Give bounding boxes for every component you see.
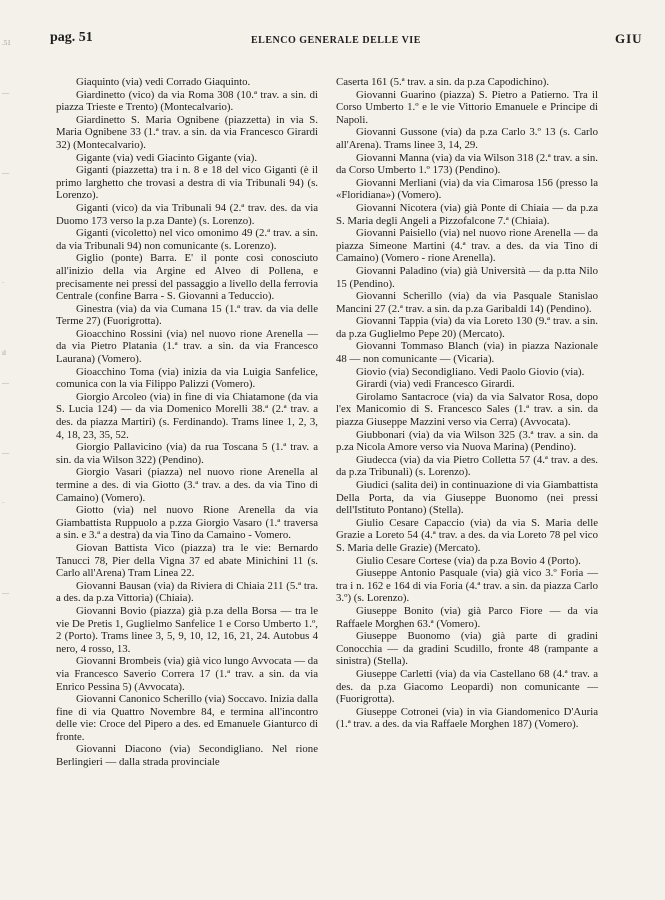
street-entry: Giovio (via) Secondigliano. Vedi Paolo Giovio (via).	[356, 365, 585, 378]
street-entry: Giudecca (via) da via Pietro Colletta 57 (4.ª trav. a des. da p.za Tribunali) (s. Lorenzo).	[336, 453, 598, 479]
street-entry: Giuseppe Carletti (via) da via Castellano 68 (4.ª trav. a des. da p.za Giacomo Leopardi) non comunicante — (Fuorigrotta).	[336, 667, 598, 706]
page-header	[50, 28, 665, 54]
street-entry: Giorgio Pallavicino (via) da rua Toscana 5 (1.ª trav. a sin. da via Wilson 322) (Pendino).	[56, 441, 318, 466]
street-entry: Giorgio Vasari (piazza) nel nuovo rione Arenella al termine a des. di via Giotto (3.ª trav. a des. da via Tino di Camaino) (Vomero).	[56, 466, 318, 504]
street-entry: Giglio (ponte) Barra. E' il ponte così conosciuto all'inizio della via Argine ed Alveo di Pollena, e precisamente nei pressi del passaggio a livello della ferrovia Centrale (confine Barra - S. Giovanni a Teduccio).	[56, 252, 318, 303]
street-entry: Giganti (piazzetta) tra i n. 8 e 18 del vico Giganti (è il primo larghetto che trovasi a destra di via Tribunali 94) (s. Lorenzo).	[56, 164, 318, 202]
left-margin-marks: .51 — — · ıl — — · —	[2, 39, 11, 597]
section-marker: GIU	[615, 31, 643, 46]
street-entry: Giovanni Canonico Scherillo (via) Soccavo. Inizia dalla fine di via Quattro Novembre 84, e termina all'incontro delle vie: Croce del Pipero a des. ed Emanuele Gianturco di fronte.	[56, 693, 318, 743]
street-entry: Giovanni Bausan (via) da Riviera di Chiaia 211 (5.ª tra. a des. da p.za Vittoria) (Chiaia).	[56, 579, 318, 605]
street-entry: Girolamo Santacroce (via) da via Salvator Rosa, dopo l'ex Manicomio di S. Francesco Sales (1.ª trav. a sin. da piazza Giuseppe Mazzini verso via Cerra) (Avvocata).	[336, 390, 598, 429]
street-entry: Gigante (via) vedi Giacinto Gigante (via).	[76, 151, 258, 164]
street-entry: Giulio Cesare Capaccio (via) da via S. Maria delle Grazie a Loreto 54 (4.ª trav. a des. da via Loreto 78 pel vico S. Maria delle Grazie) (Mercato).	[336, 516, 598, 554]
street-entry: Giulio Cesare Cortese (via) da p.za Bovio 4 (Porto).	[356, 554, 581, 567]
street-entry: Giovanni Paladino (via) già Università — da p.tta Nilo 15 (Pendino).	[336, 264, 598, 290]
street-entry: Giovanni Bovio (piazza) già p.za della Borsa — tra le vie De Pretis 1, Guglielmo Sanfelice 1 e Corso Umberto 1.º, 2 (Porto). Trams linee 3, 5, 9, 10, 12, 16, 21, 24. Autobus 4 nero, 4 rosso, 13.	[56, 604, 318, 655]
running-title: ELENCO GENERALE DELLE VIE	[251, 35, 421, 46]
street-entry: Giovanni Manna (via) da via Wilson 318 (2.ª trav. a sin. da Corso Umberto 1.º 173) (Pendino).	[336, 151, 598, 177]
street-entry: Giuseppe Antonio Pasquale (via) già vico 3.º Foria — tra i n. 162 e 164 di via Foria (4.ª trav. a sin. da piazza Carlo 3.º) (s. Lorenzo).	[336, 567, 598, 605]
street-entry: Giuseppe Cotronei (via) in via Giandomenico D'Auria (1.ª trav. a des. da via Raffaele Morghen 187) (Vomero).	[336, 705, 598, 731]
right-column	[336, 76, 598, 731]
street-entry: Giovanni Guarino (piazza) S. Pietro a Patierno. Tra il Corso Umberto 1.º e le vie Vittorio Emanuele e Principe di Napoli.	[336, 88, 598, 126]
street-entry: Giubbonari (via) da via Wilson 325 (3.ª trav. a sin. da p.za Nicola Amore verso via Nuova Marina) (Pendino).	[336, 428, 598, 454]
street-entry: Giovanni Tommaso Blanch (via) in piazza Nazionale 48 — non comunicante — (Vicaria).	[336, 340, 598, 366]
street-entry: Giardinetto S. Maria Ognibene (piazzetta) in via S. Maria Ognibene 33 (1.ª trav. a sin. da via Francesco Girardi 32) (Montecalvario).	[56, 113, 318, 151]
street-entry: Giuseppe Bonito (via) già Parco Fiore — da via Raffaele Morghen 63.ª (Vomero).	[336, 604, 598, 630]
street-entry: Giganti (vico) da via Tribunali 94 (2.ª trav. des. da via Duomo 173 verso la p.za Dante) (s. Lorenzo).	[56, 201, 318, 227]
street-entry: Giudici (salita dei) in continuazione di via Giambattista Della Porta, da via Giuseppe Buonomo (nei pressi dell'Istituto Pontano) (Stella).	[336, 479, 598, 517]
street-entry: Giaquinto (via) vedi Corrado Giaquinto.	[76, 76, 251, 88]
street-entry: Giovanni Paisiello (via) nel nuovo rione Arenella — da piazza Simeone Martini (4.ª trav. a des. da via Tino di Camaino) (Vomero - rione Arenella).	[336, 227, 598, 265]
street-entry: Giardinetto (vico) da via Roma 308 (10.ª trav. a sin. di piazza Trieste e Trento) (Montecalvario).	[56, 88, 318, 114]
street-entry: Giovan Battista Vico (piazza) tra le vie: Bernardo Tanucci 78, Pier della Vigna 37 ed abate Minichini 11 (s. Carlo all'Arena) Tram Linea 22.	[56, 541, 318, 580]
street-entry: Gioacchino Toma (via) inizia da via Luigia Sanfelice, comunica con la via Filippo Palizzi (Vomero).	[56, 365, 318, 391]
left-column	[56, 76, 318, 769]
street-entry: Giotto (via) nel nuovo Rione Arenella da via Giambattista Ruppuolo a p.zza Giorgio Vasaro (1.ª traversa a sin. e 3.ª a destra) da via Tino da Camaino - Vomero.	[56, 504, 318, 542]
street-entry: Girardi (via) vedi Francesco Girardi.	[356, 378, 515, 391]
street-entry: Giovanni Brombeis (via) già vico lungo Avvocata — da via Francesco Saverio Correra 17 (1.ª trav. a sin. da via Enrico Pessina 5) (Avvocata).	[56, 655, 318, 693]
street-entry: Giovanni Nicotera (via) già Ponte di Chiaia — da p.za S. Maria degli Angeli a Pizzofalcone 7.ª (Chiaia).	[336, 201, 598, 227]
street-entry-continuation: Caserta 161 (5.ª trav. a sin. da p.za Capodichino).	[336, 76, 550, 88]
street-entry: Giovanni Merliani (via) da via Cimarosa 156 (presso la «Floridiana») (Vomero).	[336, 176, 598, 202]
page-number: pag. 51	[50, 30, 93, 45]
street-entry: Giganti (vicoletto) nel vico omonimo 49 (2.ª trav. a sin. da via Tribunali 94) non comunicante (s. Lorenzo).	[56, 227, 318, 252]
street-entry: Giorgio Arcoleo (via) in fine di via Chiatamone (da via S. Lucia 124) — da via Domenico Morelli 38.ª (2.ª trav. a des. da piazza Martiri) (s. Ferdinando). Trams linee 1, 2, 3, 4, 18, 23, 35, 52.	[56, 390, 318, 441]
street-entry: Giovanni Tappia (via) da via Loreto 130 (9.ª trav. a sin. da p.za Guglielmo Pepe 20) (Mercato).	[336, 315, 598, 340]
street-entry: Giuseppe Buonomo (via) già parte di gradini Conocchia — da gradini Scudillo, fronte 48 (rampante a sinistra) (Stella).	[336, 630, 598, 668]
street-entry: Giovanni Gussone (via) da p.za Carlo 3.º 13 (s. Carlo all'Arena). Trams linee 3, 14, 29.	[336, 126, 598, 151]
street-entry: Giovanni Diacono (via) Secondigliano. Nel rione Berlingieri — dalla strada provinciale	[56, 743, 318, 769]
street-entry: Gioacchino Rossini (via) nel nuovo rione Arenella — da via Pietro Platania (1.ª trav. a sin. da via Francesco Laurana) (Vomero).	[56, 327, 318, 366]
street-entry: Giovanni Scherillo (via) da via Pasquale Stanislao Mancini 27 (2.ª trav. a sin. da p.za Garibaldi 14) (Pendino).	[336, 290, 598, 315]
street-entry: Ginestra (via) da via Cumana 15 (1.ª trav. da via delle Terme 27) (Fuorigrotta).	[56, 302, 318, 328]
